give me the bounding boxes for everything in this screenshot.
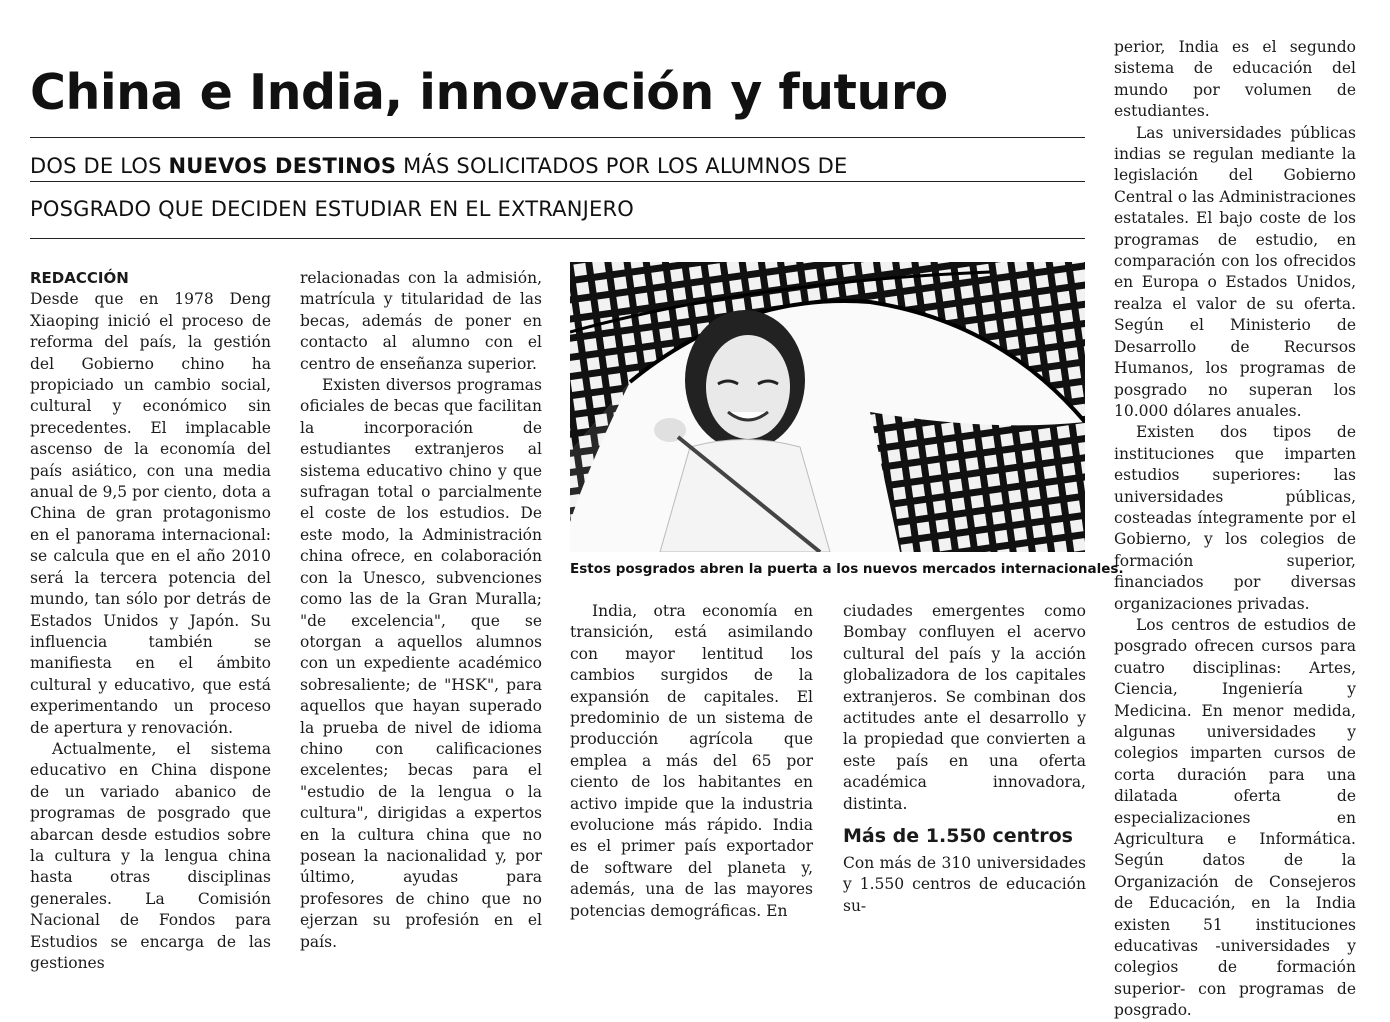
section-title: Más de 1.550 centros: [843, 825, 1073, 848]
column-1: [30, 268, 271, 974]
photo-caption: Estos posgrados abren la puerta a los nuevos mercados internacionales.: [570, 561, 1124, 577]
byline: REDACCIÓN: [30, 269, 129, 287]
article-photo: [570, 262, 1085, 552]
subheadline-bottom-rule: [30, 238, 1085, 239]
col1-paragraph-2: Actualmente, el sistema educativo en China dispone de un variado abanico de programas de posgrado que abarcan desde estudios sobre la cultura y la lengua china hasta otras disciplinas generales. La Comisión Nacional de Fondos para Estudios se encarga de las gestiones: [30, 739, 271, 972]
column-4: [843, 601, 1086, 917]
col1-paragraph-1: Desde que en 1978 Deng Xiaoping inició el proceso de reforma del país, la gestión del Gobierno chino ha propiciado un cambio social, cultural y económico sin precedentes. El implacable ascenso de la economía del país asiático, con una media anual de 9,5 por ciento, dota a China de gran protagonismo en el panorama internacional: se calcula que en el año 2010 será la tercera potencia del mundo, tan sólo por detrás de Estados Unidos y Japón. Su influencia también se manifiesta en el ámbito cultural y educativo, que está experimentando un proceso de apertura y renovación.: [30, 290, 271, 737]
col3-paragraph-1: India, otra economía en transición, está asimilando con mayor lentitud los cambios surgidos de la expansión de capitales. El predominio de un sistema de producción agrícola que emplea a más del 65 por ciento de los habitantes en activo impide que la industria evolucione más rápido. India es el primer país exportador de software del planeta y, además, una de las mayores potencias demográficas. En: [570, 602, 813, 920]
subheadline: [30, 145, 1085, 231]
col4-paragraph-1: ciudades emergentes como Bombay confluyen el acervo cultural del país y la acción globalizadora de los capitales extranjeros. Se combinan dos actitudes ante el desarrollo y la propiedad que convierten a este país en una oferta académica innovadora, distinta.: [843, 602, 1086, 813]
subheadline-emphasis: NUEVOS DESTINOS: [168, 154, 397, 178]
col5-paragraph-2: Las universidades públicas indias se regulan mediante la legislación del Gobierno Central o las Administraciones estatales. El bajo coste de los programas de estudio, en comparación con los ofrecidos en Europa o Estados Unidos, realza el valor de su oferta. Según el Ministerio de Desarrollo de Recursos Humanos, los programas de posgrado no superan los 10.000 dólares anuales.: [1114, 123, 1356, 420]
headline: China e India, innovación y futuro: [30, 63, 948, 121]
col4-paragraph-2: Con más de 310 universidades y 1.550 centros de educación su-: [843, 854, 1086, 915]
column-3: [570, 601, 813, 922]
col5-paragraph-4: Los centros de estudios de posgrado ofrecen cursos para cuatro disciplinas: Artes, Ciencia, Ingeniería y Medicina. En menor medida, algunas universidades y colegios imparten cursos de corta duración para una dilatada oferta de especializaciones en Agricultura e Informática. Según datos de la Organización de Consejeros de Educación, en la India existen 51 instituciones educativas -universidades y colegios de formación superior- con programas de posgrado.: [1114, 615, 1356, 1020]
col2-paragraph-2: Existen diversos programas oficiales de becas que facilitan la incorporación de estudiantes extranjeros al sistema educativo chino y que sufragan total o parcialmente el coste de los estudios. De este modo, la Administración china ofrece, en colaboración con la Unesco, subvenciones como las de la Gran Muralla; "de excelencia", que se otorgan a aquellos alumnos con un expediente académico sobresaliente; de "HSK", para aquellos que hayan superado la prueba de nivel de idioma chino con calificaciones excelentes; becas para el "estudio de la lengua o la cultura", dirigidas a expertos en la cultura china que no posean la nacionalidad y, por último, ayudas para profesores de chino que no ejerzan su profesión en el país.: [300, 376, 542, 951]
col5-paragraph-1: perior, India es el segundo sistema de educación del mundo por volumen de estudiantes.: [1114, 38, 1356, 121]
subheadline-divider: [30, 181, 1085, 182]
subheadline-line-2: POSGRADO QUE DECIDEN ESTUDIAR EN EL EXTRANJERO: [30, 197, 635, 221]
col5-paragraph-3: Existen dos tipos de instituciones que imparten estudios superiores: las universidades públicas, costeadas íntegramente por el Gobierno, y los colegios de formación superior, financiados por diversas organizaciones privadas.: [1114, 423, 1356, 613]
headline-rule: [30, 137, 1085, 138]
col2-paragraph-1: relacionadas con la admisión, matrícula y titularidad de las becas, además de poner en contacto al alumno con el centro de enseñanza superior.: [300, 269, 542, 373]
umbrella-woman-photo: [570, 262, 1085, 552]
column-5: [1114, 37, 1356, 1022]
subheadline-line-1: DOS DE LOS NUEVOS DESTINOS MÁS SOLICITADOS POR LOS ALUMNOS DE: [30, 154, 848, 178]
column-2: [300, 268, 542, 953]
